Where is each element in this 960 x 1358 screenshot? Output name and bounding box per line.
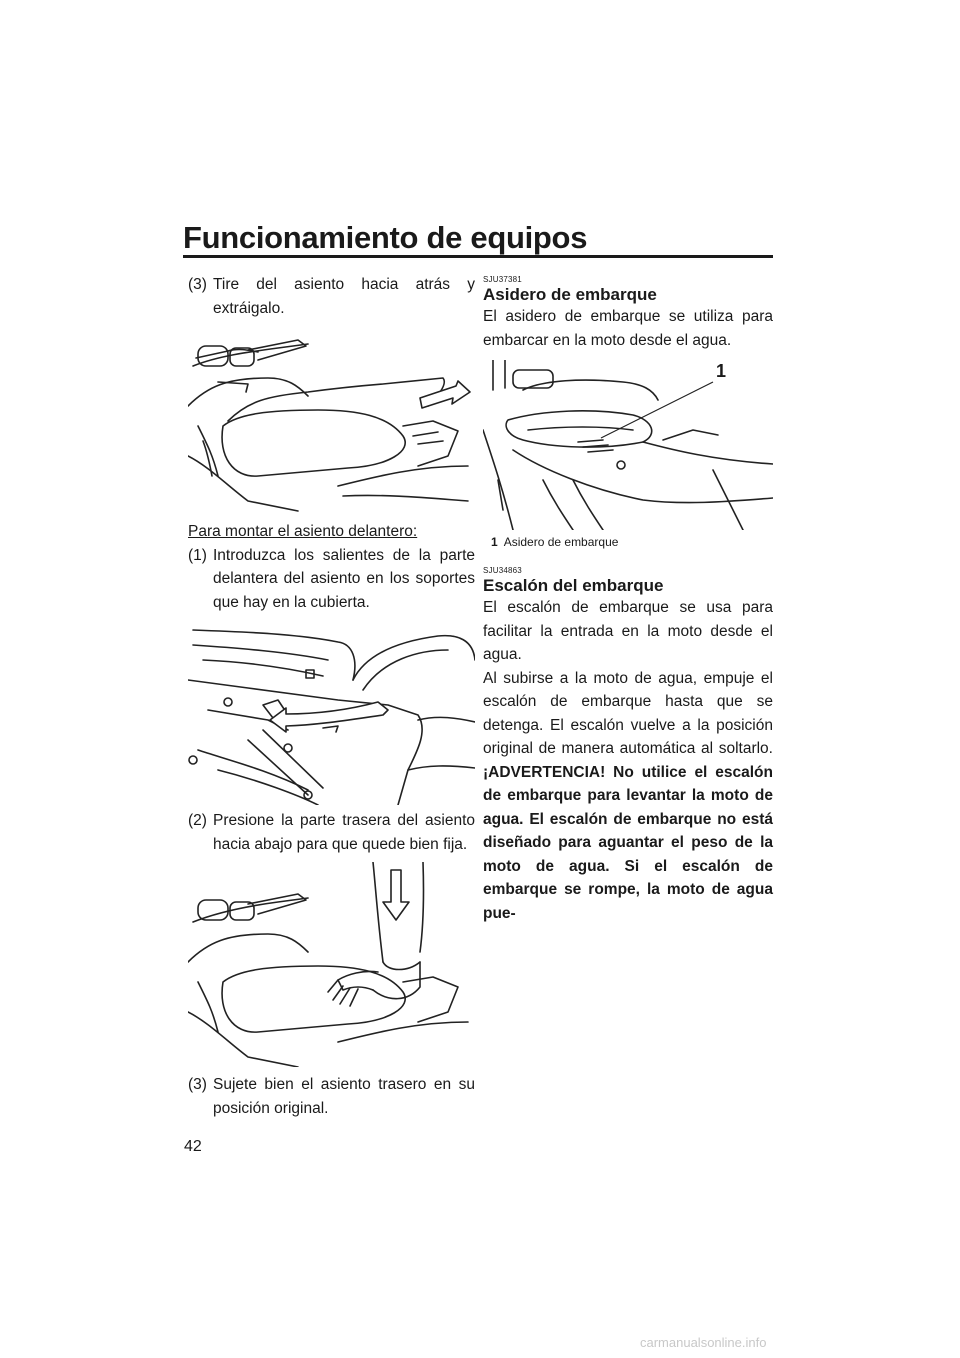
section-body: [483, 667, 773, 926]
section-heading-boarding-handle: Asidero de embarque: [483, 285, 657, 304]
section-body: El escalón de embarque se usa para facilitar la entrada en la moto desde el agua.: [483, 599, 773, 663]
figure-insert-seat: [188, 620, 475, 805]
subheading-install: Para montar el asiento delantero:: [188, 523, 418, 540]
left-column: [188, 273, 475, 1120]
warning-text: ¡ADVERTENCIA! No utilice el escalón de embarque para levantar la moto de agua. El escalón de embarque no está diseñado para aguantar el peso de la moto de agua. Si el escalón de embarque se rompe, la moto de agua pue-: [483, 763, 773, 922]
section-body-text: Al subirse a la moto de agua, empuje el escalón de embarque hasta que se detenga. El escalón vuelve a la posición original de manera automática al soltarlo.: [483, 669, 773, 757]
step-remove-seat: [188, 273, 475, 320]
page-title: Funcionamiento de equipos: [183, 220, 588, 255]
caption-text: Asidero de embarque: [503, 535, 619, 549]
step-insert-tabs: [188, 544, 475, 615]
figure-boarding-handle: [483, 360, 773, 530]
step-press-seat: [188, 809, 475, 856]
section-heading-boarding-step: Escalón del embarque: [483, 576, 664, 595]
page-number: 42: [184, 1138, 202, 1155]
section-code: SJU34863: [483, 566, 522, 575]
step-text: Introduzca los salientes de la parte delantera del asiento en los soportes que hay en la cubierta.: [213, 546, 475, 611]
step-text: Presione la parte trasera del asiento hacia abajo para que quede bien fija.: [213, 812, 475, 853]
caption-number: 1: [491, 535, 498, 549]
step-number: (2): [188, 812, 207, 829]
step-secure-rear-seat: [188, 1073, 475, 1120]
step-text: Sujete bien el asiento trasero en su posición original.: [213, 1076, 475, 1117]
callout-1: 1: [716, 361, 727, 381]
watermark: carmanualsonline.info: [640, 1335, 767, 1350]
title-rule: [183, 255, 773, 258]
step-number: (3): [188, 276, 207, 293]
step-number: (3): [188, 1076, 207, 1093]
right-column: [483, 275, 773, 925]
section-body: El asidero de embarque se utiliza para embarcar en la moto desde el agua.: [483, 308, 773, 349]
step-number: (1): [188, 546, 207, 564]
section-code: SJU37381: [483, 275, 522, 284]
figure-pull-seat: [188, 326, 475, 516]
figure-press-seat: [188, 862, 475, 1067]
figure-caption: [483, 534, 773, 550]
step-text: Tire del asiento hacia atrás y extráigalo.: [213, 276, 475, 317]
